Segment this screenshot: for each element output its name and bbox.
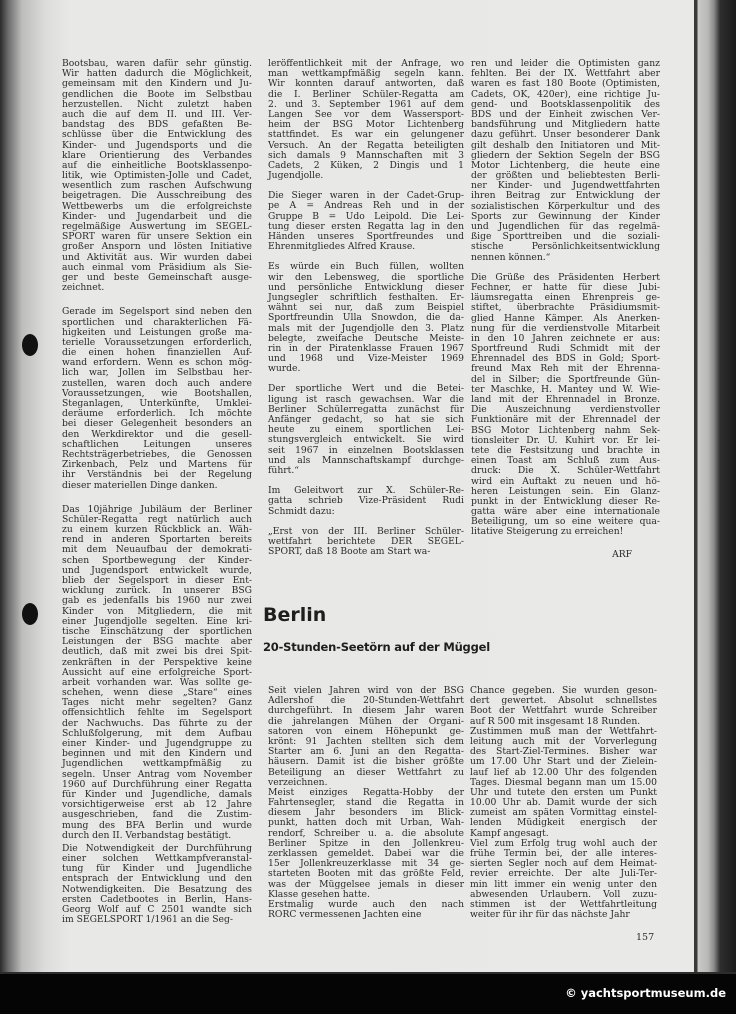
text-line: schaftlichen Leitungen unseres: [62, 438, 252, 450]
text-line: und persönliche Entwicklung dieser: [268, 281, 464, 293]
text-line: starteten Booten mit das größte Feld,: [268, 868, 464, 880]
text-line: Steganlagen, Unterkünfte, Umklei-: [62, 398, 252, 409]
text-line: stungsvergleich entwickelt. Sie wird: [268, 434, 464, 446]
text-line: wand erfordern. Wenn es schon mög-: [62, 357, 252, 369]
text-line: beigetragen. Die Ausschreibung des: [62, 190, 252, 202]
text-line: 10.00 Uhr ab. Damit wurde der sich: [470, 797, 657, 809]
text-line: tung für Kinder und Jugendliche: [62, 863, 252, 875]
text-line: Wir hatten dadurch die Möglichkeit,: [62, 68, 252, 80]
text-line: Versuch. An der Regatta beteiligten: [268, 139, 464, 151]
text-line: offensichtlich fehlte im Segelsport: [62, 707, 252, 719]
text-line: weiter für ihr für das nächste Jahr: [470, 909, 630, 921]
text-line: Voraussetzungen, wie Bootshallen,: [62, 387, 252, 399]
text-line: wesentlich zum raschen Aufschwung: [62, 180, 252, 192]
text-line: durch den II. Verbandstag bestätigt.: [62, 829, 232, 841]
text-line: Sports zur Gewinnung der Kinder: [471, 210, 660, 222]
text-line: satoren von einem Höhepunkt ge-: [268, 725, 464, 737]
text-line: gend- und Bootsklassenpolitik des: [471, 98, 660, 110]
article2-column-1: [268, 686, 464, 920]
text-line: Cadets, OK, 420er), eine richtige Ju-: [471, 88, 660, 100]
text-line: klare Orientierung des Verbandes: [62, 149, 252, 161]
text-line: mit dem Neuaufbau der demokrati-: [62, 544, 252, 556]
text-line: Boot der Wettfahrt wurde Schreiber: [470, 705, 657, 717]
text-line: Erstmalig wurde auch den nach: [268, 898, 464, 910]
text-line: 15er Jollenkreuzerklasse mit 34 ge-: [268, 858, 464, 870]
text-line: die jahrelangen Mühen der Organi-: [268, 715, 464, 727]
text-line: lenden Müdigkeit energisch der: [470, 817, 657, 829]
text-line: Schlußfolgerung, mit dem Aufbau: [62, 727, 252, 739]
paragraph: [268, 59, 464, 181]
text-line: Jungsegler schriftlich festhalten. Er-: [268, 291, 464, 303]
text-line: Langen See vor dem Wassersport-: [268, 108, 464, 120]
text-line: Gruppe B = Udo Leipold. Die Lei-: [268, 210, 464, 222]
text-line: schen Sportbewegung der Kinder-: [62, 554, 252, 566]
text-line: Kampf angesagt.: [470, 827, 549, 839]
text-line: belegte, zweifache Deutsche Meiste-: [268, 332, 464, 344]
text-line: krönt: 91 Jachten stellten sich dem: [268, 735, 464, 747]
text-line: ligung ist rasch gewachsen. War die: [268, 393, 464, 405]
text-line: einen Toast am Schluß zum Aus-: [471, 455, 660, 467]
text-line: verzeichnen.: [268, 776, 328, 788]
text-line: Kinder- und Jugendarbeit und die: [62, 210, 252, 222]
article2-column-2: [470, 686, 657, 920]
text-line: man wettkampfmäßig segeln kann.: [268, 68, 464, 80]
text-line: auch einmal vom Präsidium als Sie-: [62, 261, 252, 273]
text-line: Schüler-Regatta regt natürlich auch: [62, 513, 252, 525]
text-line: für Kinder und Jugendliche, damals: [62, 788, 252, 800]
text-line: SPORT waren für unsere Sektion ein: [62, 231, 252, 243]
text-line: zu einem kurzen Rückblick an. Wäh-: [62, 524, 252, 536]
punch-hole: [22, 603, 38, 625]
text-line: Wettbewerbs um die erfolgreichste: [62, 200, 252, 212]
article-column-3: [471, 59, 660, 560]
text-line: durchgeführt. In diesem Jahr waren: [268, 705, 464, 717]
text-line: ersten Cadetbootes in Berlin, Hans-: [62, 893, 252, 905]
text-line: und Jugendlichen für das regelmä-: [471, 221, 660, 232]
text-line: diesem Jahr besonders im Blick-: [268, 807, 464, 819]
text-line: BSG Motor Lichtenberg nahm Sek-: [471, 424, 660, 436]
text-line: heim der BSG Motor Lichtenberg: [268, 119, 464, 131]
text-line: ausgeschrieben, fand die Zustim-: [62, 809, 252, 821]
text-line: stische Persönlichkeitsentwicklung: [471, 241, 660, 253]
text-line: häusern. Damit ist die bisher größte: [268, 756, 464, 768]
text-line: tionsleiter Dr. U. Kuhirt vor. Er lei-: [471, 434, 660, 446]
text-line: auf die einheitliche Bootsklassenpo-: [62, 159, 252, 171]
text-line: Fahrtensegler, stand die Regatta in: [268, 797, 464, 809]
text-line: gemeinsam mit den Kindern und Ju-: [62, 78, 252, 90]
paragraph: [268, 486, 464, 517]
text-line: pe A = Andreas Reh und in der: [268, 200, 464, 212]
text-line: ren und leider die Optimisten ganz: [471, 58, 660, 69]
text-line: ihren Beitrag zur Entwicklung der: [471, 190, 660, 202]
paragraph: [62, 505, 252, 841]
text-line: rin in der Piratenklasse Frauen 1967: [268, 342, 464, 354]
text-line: Cadets, 2 Küken, 2 Dingis und 1: [268, 159, 464, 171]
text-line: punkt, hatten doch mit Urban, Wah-: [268, 817, 464, 829]
text-line: waren es fast 180 Boote (Optimisten,: [471, 78, 660, 90]
text-line: terielle Voraussetzungen erforderlich,: [62, 336, 252, 348]
text-line: revier erreichte. Der alte Juli-Ter-: [470, 868, 657, 880]
text-line: im SEGELSPORT 1/1961 an die Seg-: [62, 914, 233, 926]
paragraph: [470, 727, 657, 839]
text-line: die I. Berliner Schüler-Regatta am: [268, 88, 464, 100]
text-line: einer Jugendjolle segelten. Eine kri-: [62, 615, 252, 627]
text-line: sich damals 9 Mannschaften mit 3: [268, 149, 464, 161]
text-line: Fechner, er hatte für diese Jubi-: [471, 281, 660, 293]
text-line: druck: Die X. Schüler-Wettfahrt: [471, 465, 660, 477]
text-line: entsprach der Entwicklung und den: [62, 873, 252, 885]
text-line: Die Notwendigkeit der Durchführung: [62, 842, 252, 854]
text-line: del in Silber; die Sportfreunde Gün-: [471, 373, 660, 385]
text-line: Es würde ein Buch füllen, wollten: [268, 261, 464, 273]
text-line: tete die Festsitzung und brachte in: [471, 444, 660, 456]
text-line: schehen, wenn diese „Stare“ eines: [62, 687, 252, 699]
text-line: deräume erforderlich. Ich möchte: [62, 408, 252, 420]
section-heading: Berlin: [263, 604, 327, 626]
text-line: und 1968 und Vize-Meister 1969: [268, 353, 464, 365]
text-line: heute zu einem sportlichen Lei-: [268, 424, 464, 436]
paragraph: [62, 307, 252, 490]
paragraph: [268, 262, 464, 374]
text-line: Tages nicht mehr segelten? Ganz: [62, 697, 252, 709]
text-line: abwesenden Urlaubern. Voll zuzu-: [470, 888, 657, 900]
text-line: Meist einziges Regatta-Hobby der: [268, 786, 464, 798]
text-line: um 17.00 Uhr Start und der Zielein-: [470, 756, 657, 768]
text-line: ner Kinder- und Jugendwettfahrten: [471, 180, 660, 192]
text-line: ter Maschke, H. Mantey und W. Wie-: [471, 383, 660, 395]
text-line: Adlershof die 20-Stunden-Wettfahrt: [268, 695, 464, 707]
text-line: Berliner Schülerregatta zunächst für: [268, 403, 464, 415]
text-line: Ehrenmitgliedes Alfred Krause.: [268, 241, 416, 253]
paragraph: [62, 59, 252, 293]
text-line: stiftet, überbrachte Präsidiumsmit-: [471, 302, 660, 314]
text-line: min litt immer ein wenig unter den: [470, 878, 657, 890]
text-line: zerklassen gemeldet. Dabei war die: [268, 848, 464, 859]
text-line: Die Grüße des Präsidenten Herbert: [471, 271, 660, 283]
text-line: gilt deshalb den Initiatoren und Mit-: [471, 139, 660, 151]
text-line: lauf lief ab 12.00 Uhr des folgenden: [470, 766, 657, 778]
text-line: Aussicht auf eine erfolgreiche Sport-: [62, 666, 252, 678]
article-title: 20-Stunden-Seetörn auf der Müggel: [263, 640, 490, 654]
text-line: stimmen ist der Wettfahrtleitung: [470, 898, 657, 910]
text-line: der Nachwuchs. Das führte zu der: [62, 717, 252, 729]
text-line: Viel zum Erfolg trug wohl auch der: [470, 837, 657, 849]
text-line: zenkräften in der Perspektive keine: [62, 656, 252, 668]
text-line: Notwendigkeiten. Die Besatzung des: [62, 883, 252, 895]
page-binding-edge: [694, 0, 736, 972]
text-line: lich war, Jollen im Selbstbau her-: [62, 367, 252, 379]
text-line: bandsführung und Mitgliedern hatte: [471, 119, 660, 131]
paragraph: [471, 59, 660, 263]
text-line: stattfindet. Es war ein gelungener: [268, 129, 464, 141]
text-line: nung für die verdienstvolle Mitarbeit: [471, 322, 660, 334]
author-signature: ARF: [612, 548, 632, 560]
text-line: Georg Wolf auf C 2501 wandte sich: [62, 904, 252, 915]
copyright-watermark: © yachtsportmuseum.de: [565, 986, 726, 1000]
text-line: tung dieser ersten Regatta lag in den: [268, 220, 464, 232]
text-line: Beteiligung, um so eine weitere qua-: [471, 516, 660, 528]
text-line: zustellen, waren doch auch andere: [62, 377, 252, 389]
text-line: zumeist am späten Vormittag einstel-: [470, 807, 657, 819]
article-column-1: [62, 59, 252, 925]
text-line: beginnen und mit den Kindern und: [62, 748, 252, 760]
text-line: Zustimmen muß man der Wettfahrt-: [470, 725, 657, 737]
paragraph: [62, 844, 252, 926]
text-line: litik, wie Optimisten-Jolle und Cadet,: [62, 170, 252, 182]
text-line: Leistungen der BSG machte aber: [62, 636, 252, 648]
paragraph: [470, 839, 657, 921]
punch-hole: [22, 334, 38, 356]
text-line: bei dieser Gelegenheit besonders an: [62, 418, 252, 430]
text-line: Beteiligung an dieser Wettfahrt zu: [268, 766, 464, 778]
text-line: ihr Verständnis bei der Regelung: [62, 469, 252, 481]
text-line: deutlich, daß mit zwei bis drei Spit-: [62, 646, 252, 658]
text-line: wir den Lebensweg, die sportliche: [268, 271, 464, 283]
text-line: Wir konnten darauf antworten, daß: [268, 78, 464, 90]
paragraph: [268, 686, 464, 788]
text-line: „Erst von der III. Berliner Schüler-: [268, 525, 464, 537]
text-line: sierten Segler noch auf dem Heimat-: [470, 858, 657, 870]
text-line: sportlichen und charakterlichen Fä-: [62, 316, 252, 328]
text-line: seit 1967 in einzelnen Bootsklassen: [268, 444, 464, 456]
text-line: wettfahrt berichtete DER SEGEL-: [268, 535, 464, 547]
text-line: Bootsbau, waren dafür sehr günstig.: [62, 58, 252, 69]
text-line: führt.“: [268, 464, 299, 476]
text-line: gendlichen die Boote im Selbstbau: [62, 88, 252, 100]
paragraph: [268, 384, 464, 476]
text-line: und Jugendsport entwickelt wurde,: [62, 564, 252, 576]
text-line: was der Müggelsee jemals in dieser: [268, 878, 464, 890]
text-line: Sportfreund Rudi Schmidt mit der: [471, 343, 660, 355]
text-line: land mit der Ehrennadel in Bronze.: [471, 394, 660, 405]
text-line: einer Kinder- und Jugendgruppe zu: [62, 738, 252, 749]
text-line: Seit vielen Jahren wird von der BSG: [268, 685, 464, 696]
text-line: BDS und der Einheit zwischen Ver-: [471, 108, 660, 120]
text-line: Rechtsträgerbetriebes, die Genossen: [62, 448, 252, 460]
text-line: Jugendlichen wettkampfmäßig zu: [62, 758, 252, 770]
text-line: frühe Termin bei, der alle interes-: [470, 848, 657, 859]
text-line: vorsichtigerweise erst ab 12 Jahre: [62, 799, 252, 811]
text-line: Funktionäre mit der Ehrennadel der: [471, 414, 660, 426]
text-line: Anfänger gedacht, so hat sie sich: [268, 414, 464, 425]
text-line: Die Auszeichnung verdienstvoller: [471, 404, 660, 416]
text-line: den Werkdirektor und die gesell-: [62, 428, 252, 440]
text-line: wicklung zurück. In unserer BSG: [62, 585, 252, 597]
text-line: dert gewertet. Absolut schnellstes: [470, 695, 657, 707]
text-line: auf R 500 mit insgesamt 18 Runden.: [470, 715, 641, 727]
text-line: Zirkenbach, Pelz und Martens für: [62, 459, 252, 471]
text-line: fehlten. Bei der IX. Wettfahrt aber: [471, 68, 660, 80]
text-line: leitung auch mit der Vorverlegung: [470, 735, 657, 747]
text-line: Ehrennadel des BDS in Gold; Sport-: [471, 353, 660, 365]
text-line: Starter am 6. Juni an den Regatta-: [268, 746, 464, 758]
text-line: freund Max Reh mit der Ehrenna-: [471, 363, 660, 375]
text-line: heren Leistungen sein. Ein Glanz-: [471, 485, 660, 497]
text-line: Kinder von Mitgliedern, die mit: [62, 605, 252, 617]
paragraph: [470, 686, 657, 727]
text-line: Berliner Spitze in den Jollenkreu-: [268, 837, 464, 849]
text-line: dieser materiellen Dinge danken.: [62, 479, 218, 491]
text-line: Händen unseres Sportfreundes und: [268, 231, 464, 242]
text-line: higkeiten und Leistungen große ma-: [62, 326, 252, 338]
text-line: SPORT, daß 18 Boote am Start wa-: [268, 546, 431, 558]
text-line: litative Steigerung zu erreichen!: [471, 526, 624, 538]
text-line: großer Ansporn und lösten Initiative: [62, 241, 252, 253]
text-line: wird ein Auftakt zu neuen und hö-: [471, 475, 660, 487]
text-line: Sportfreundin Ulla Snowdon, die da-: [268, 312, 464, 324]
text-line: dazu geführt. Unser besonderer Dank: [471, 129, 660, 141]
text-line: punkt in der Entwicklung dieser Re-: [471, 495, 660, 507]
text-line: herzustellen. Nicht zuletzt haben: [62, 98, 252, 110]
text-line: einer solchen Wettkampfveranstal-: [62, 853, 252, 865]
paragraph: [471, 273, 660, 538]
text-line: bandstag des BDS gefaßten Be-: [62, 119, 252, 131]
text-line: rend in anderen Sportarten bereits: [62, 534, 252, 546]
text-line: regelmäßige Auswertung im SEGEL-: [62, 221, 252, 232]
text-line: mung des BFA Berlin und wurde: [62, 819, 252, 831]
text-line: Im Geleitwort zur X. Schüler-Re-: [268, 485, 464, 497]
text-line: die einen hohen finanziellen Auf-: [62, 347, 252, 359]
article-column-2: [268, 59, 464, 557]
text-line: Die Sieger waren in der Cadet-Grup-: [268, 190, 464, 202]
text-line: Motor Lichtenberg, die heute eine: [471, 159, 660, 171]
text-line: glied Hanne Kämper. Als Anerken-: [471, 312, 660, 324]
text-line: leröffentlichkeit mit der Anfrage, wo: [268, 58, 464, 69]
paragraph: [268, 191, 464, 252]
text-line: gatta wäre aber eine internationale: [471, 506, 660, 518]
text-line: gatta schrieb Vize-Präsident Rudi: [268, 495, 464, 507]
page-number: 157: [636, 932, 655, 943]
text-line: arbeit vorhanden war. Was sollte ge-: [62, 676, 252, 688]
text-line: wurde.: [268, 363, 301, 375]
text-line: nennen können.“: [471, 251, 551, 263]
text-line: Tages. Diesmal begann man um 15.00: [470, 776, 657, 788]
text-line: Chance gegeben. Sie wurden geson-: [470, 685, 657, 696]
text-line: RORC vermessenen Jachten eine: [268, 909, 422, 921]
text-line: blieb der Segelsport in dieser Ent-: [62, 575, 252, 586]
text-line: gab es jedenfalls bis 1960 nur zwei: [62, 595, 252, 607]
text-line: und als Mannschaftskampf durchge-: [268, 454, 464, 466]
text-line: auch die auf dem II. und III. Ver-: [62, 108, 252, 120]
text-line: in den 10 Jahren zeichnete er aus:: [471, 332, 660, 344]
text-line: tische Einschätzung der sportlichen: [62, 625, 252, 637]
text-line: und Aktivität aus. Wir wurden dabei: [62, 251, 252, 263]
text-line: Klasse gesehen hatte.: [268, 888, 370, 900]
text-line: der größten und beliebtesten Berli-: [471, 170, 660, 182]
text-line: läumsregatta einen Ehrenpreis ge-: [471, 292, 660, 304]
text-line: Schmidt dazu:: [268, 505, 335, 517]
text-line: Kinder- und Jugendsports und die: [62, 139, 252, 151]
paragraph: [268, 527, 464, 558]
text-line: mals mit der Jugendjolle den 3. Platz: [268, 322, 464, 334]
text-line: ßige Sporttreiben und die soziali-: [471, 231, 660, 243]
footer-band: [0, 972, 736, 1014]
paragraph: [268, 788, 464, 900]
text-line: segeln. Unser Antrag vom November: [62, 768, 252, 780]
text-line: wähnt sei nur, daß zum Beispiel: [268, 302, 464, 314]
text-line: 2. und 3. September 1961 auf dem: [268, 98, 464, 110]
text-line: schlüsse über die Entwicklung des: [62, 129, 252, 141]
text-line: Der sportliche Wert und die Betei-: [268, 383, 464, 395]
text-line: ger und beste Gemeinschaft ausge-: [62, 271, 252, 283]
text-line: Uhr und tutete den ersten um Punkt: [470, 786, 657, 798]
text-line: rendorf, Schreiber u. a. die absolute: [268, 827, 464, 839]
paragraph: [268, 900, 464, 920]
text-line: gliedern der Sektion Segeln der BSG: [471, 149, 660, 161]
text-line: des Start-Ziel-Termines. Bisher war: [470, 746, 657, 758]
text-line: sozialistischen Körperkultur und des: [471, 200, 660, 212]
text-line: Das 10jährige Jubiläum der Berliner: [62, 503, 252, 515]
text-line: 1960 auf Durchführung einer Regatta: [62, 778, 252, 790]
text-line: zeichnet.: [62, 282, 105, 294]
text-line: Gerade im Segelsport sind neben den: [62, 306, 252, 318]
text-line: Jugendjolle.: [268, 170, 324, 182]
